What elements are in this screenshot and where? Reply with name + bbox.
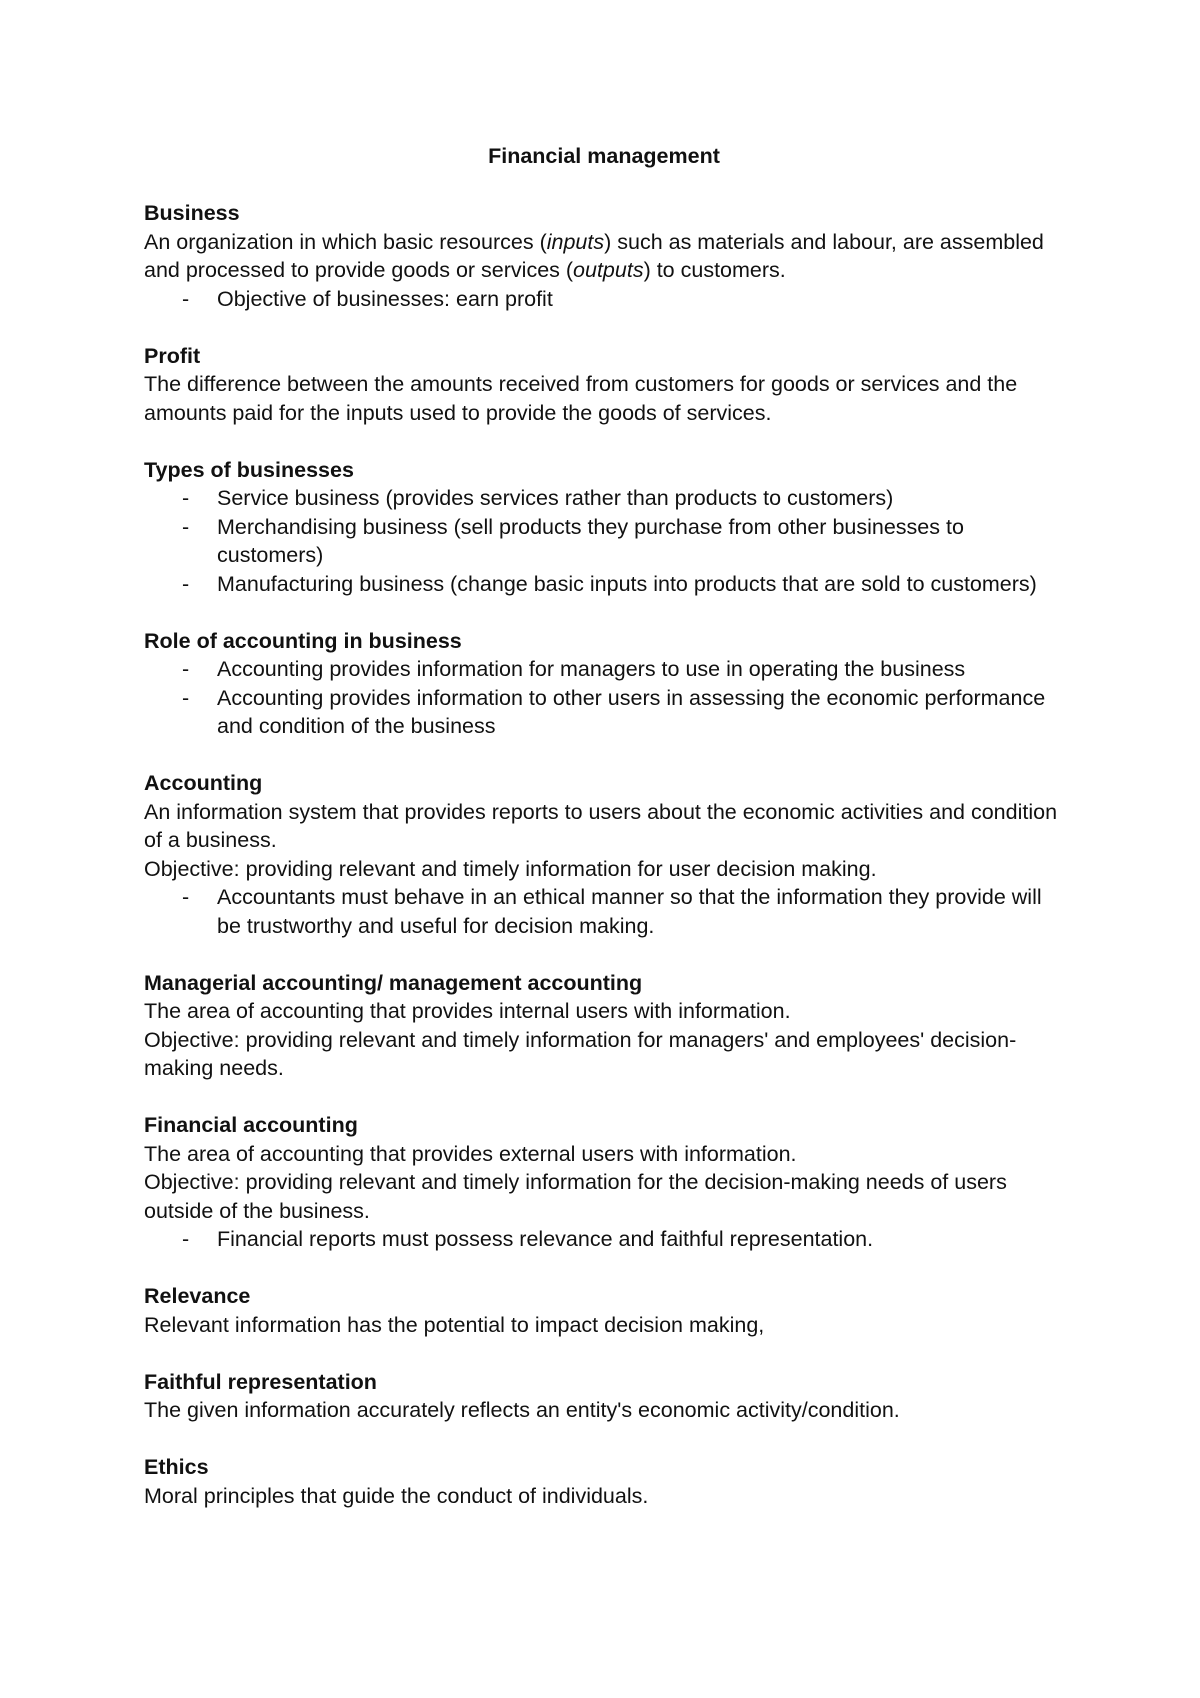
bullet-dash: - — [182, 286, 190, 311]
bullet-list — [144, 1225, 1064, 1254]
bullet-text: Accounting provides information for managers to use in operating the business — [217, 657, 966, 681]
bullet-list — [144, 655, 1064, 741]
bullet-text: Accounting provides information to other users in assessing the economic performance and condition of the business — [217, 685, 1046, 738]
bullet-text: Service business (provides services rather than products to customers) — [217, 486, 894, 510]
section-paragraph: The area of accounting that provides internal users with information. — [144, 999, 791, 1023]
bullet-item — [144, 285, 1064, 314]
section-business — [144, 199, 1064, 313]
section-heading: Business — [144, 201, 240, 225]
section-paragraph: Moral principles that guide the conduct of individuals. — [144, 1483, 649, 1508]
bullet-text: Manufacturing business (change basic inputs into products that are sold to customers) — [217, 571, 1037, 596]
italic-term: inputs — [546, 229, 605, 254]
section-managerial-accounting — [144, 969, 1064, 1083]
section-objective: Objective: providing relevant and timely information for the decision-making needs of users outside of the business. — [144, 1170, 1007, 1223]
bullet-item — [144, 1225, 1064, 1254]
section-financial-accounting — [144, 1111, 1064, 1254]
text-run: ) such as materials and labour, are assembled and processed to provide goods or services ( — [144, 229, 1044, 282]
section-types-of-businesses — [144, 456, 1064, 599]
text-run: ) to customers. — [643, 258, 786, 282]
section-relevance — [144, 1282, 1064, 1339]
section-ethics — [144, 1453, 1064, 1510]
bullet-dash: - — [182, 657, 190, 681]
bullet-text: Accountants must behave in an ethical manner so that the information they provide will be trustworthy and useful for decision making. — [217, 885, 1042, 938]
section-heading: Relevance — [144, 1284, 251, 1308]
section-heading: Profit — [144, 343, 201, 368]
bullet-dash: - — [182, 885, 190, 909]
section-heading: Financial accounting — [144, 1113, 358, 1137]
section-objective: Objective: providing relevant and timely information for managers' and employees' decision-making needs. — [144, 1027, 1017, 1080]
section-heading: Faithful representation — [144, 1369, 377, 1394]
bullet-dash: - — [182, 571, 190, 596]
section-accounting — [144, 769, 1064, 940]
section-role-of-accounting — [144, 627, 1064, 741]
section-heading: Role of accounting in business — [144, 628, 462, 653]
document-title: Financial management — [488, 144, 720, 168]
section-paragraph: The area of accounting that provides external users with information. — [144, 1141, 797, 1166]
section-paragraph: An information system that provides reports to users about the economic activities and condition of a business. — [144, 799, 1058, 852]
section-paragraph: Relevant information has the potential to impact decision making, — [144, 1312, 765, 1337]
bullet-item — [144, 883, 1064, 940]
bullet-dash: - — [182, 685, 190, 710]
section-paragraph: The given information accurately reflects an entity's economic activity/condition. — [144, 1398, 900, 1422]
section-faithful-representation — [144, 1368, 1064, 1425]
bullet-list — [144, 484, 1064, 598]
bullet-dash: - — [182, 1227, 190, 1251]
section-heading: Ethics — [144, 1455, 209, 1479]
section-objective: Objective: providing relevant and timely information for user decision making. — [144, 856, 877, 881]
bullet-dash: - — [182, 486, 190, 510]
bullet-text: Objective of businesses: earn profit — [217, 286, 553, 311]
bullet-item — [144, 513, 1064, 570]
section-heading: Managerial accounting/ management accounting — [144, 970, 643, 995]
section-paragraph — [144, 228, 1064, 285]
bullet-item — [144, 570, 1064, 599]
section-paragraph: The difference between the amounts received from customers for goods or services and the amounts paid for the inputs used to provide the goods of services. — [144, 372, 1018, 425]
italic-term: outputs — [573, 258, 644, 282]
bullet-dash: - — [182, 514, 190, 539]
bullet-list — [144, 285, 1064, 314]
text-run: An organization in which basic resources ( — [144, 229, 547, 254]
section-heading: Accounting — [144, 771, 263, 795]
section-heading: Types of businesses — [144, 457, 354, 482]
bullet-item — [144, 655, 1064, 684]
bullet-item — [144, 684, 1064, 741]
bullet-list — [144, 883, 1064, 940]
section-profit — [144, 342, 1064, 428]
bullet-text: Merchandising business (sell products they purchase from other businesses to customers) — [217, 514, 964, 567]
bullet-text: Financial reports must possess relevance and faithful representation. — [217, 1227, 874, 1251]
bullet-item — [144, 484, 1064, 513]
document-page — [144, 142, 1064, 1539]
